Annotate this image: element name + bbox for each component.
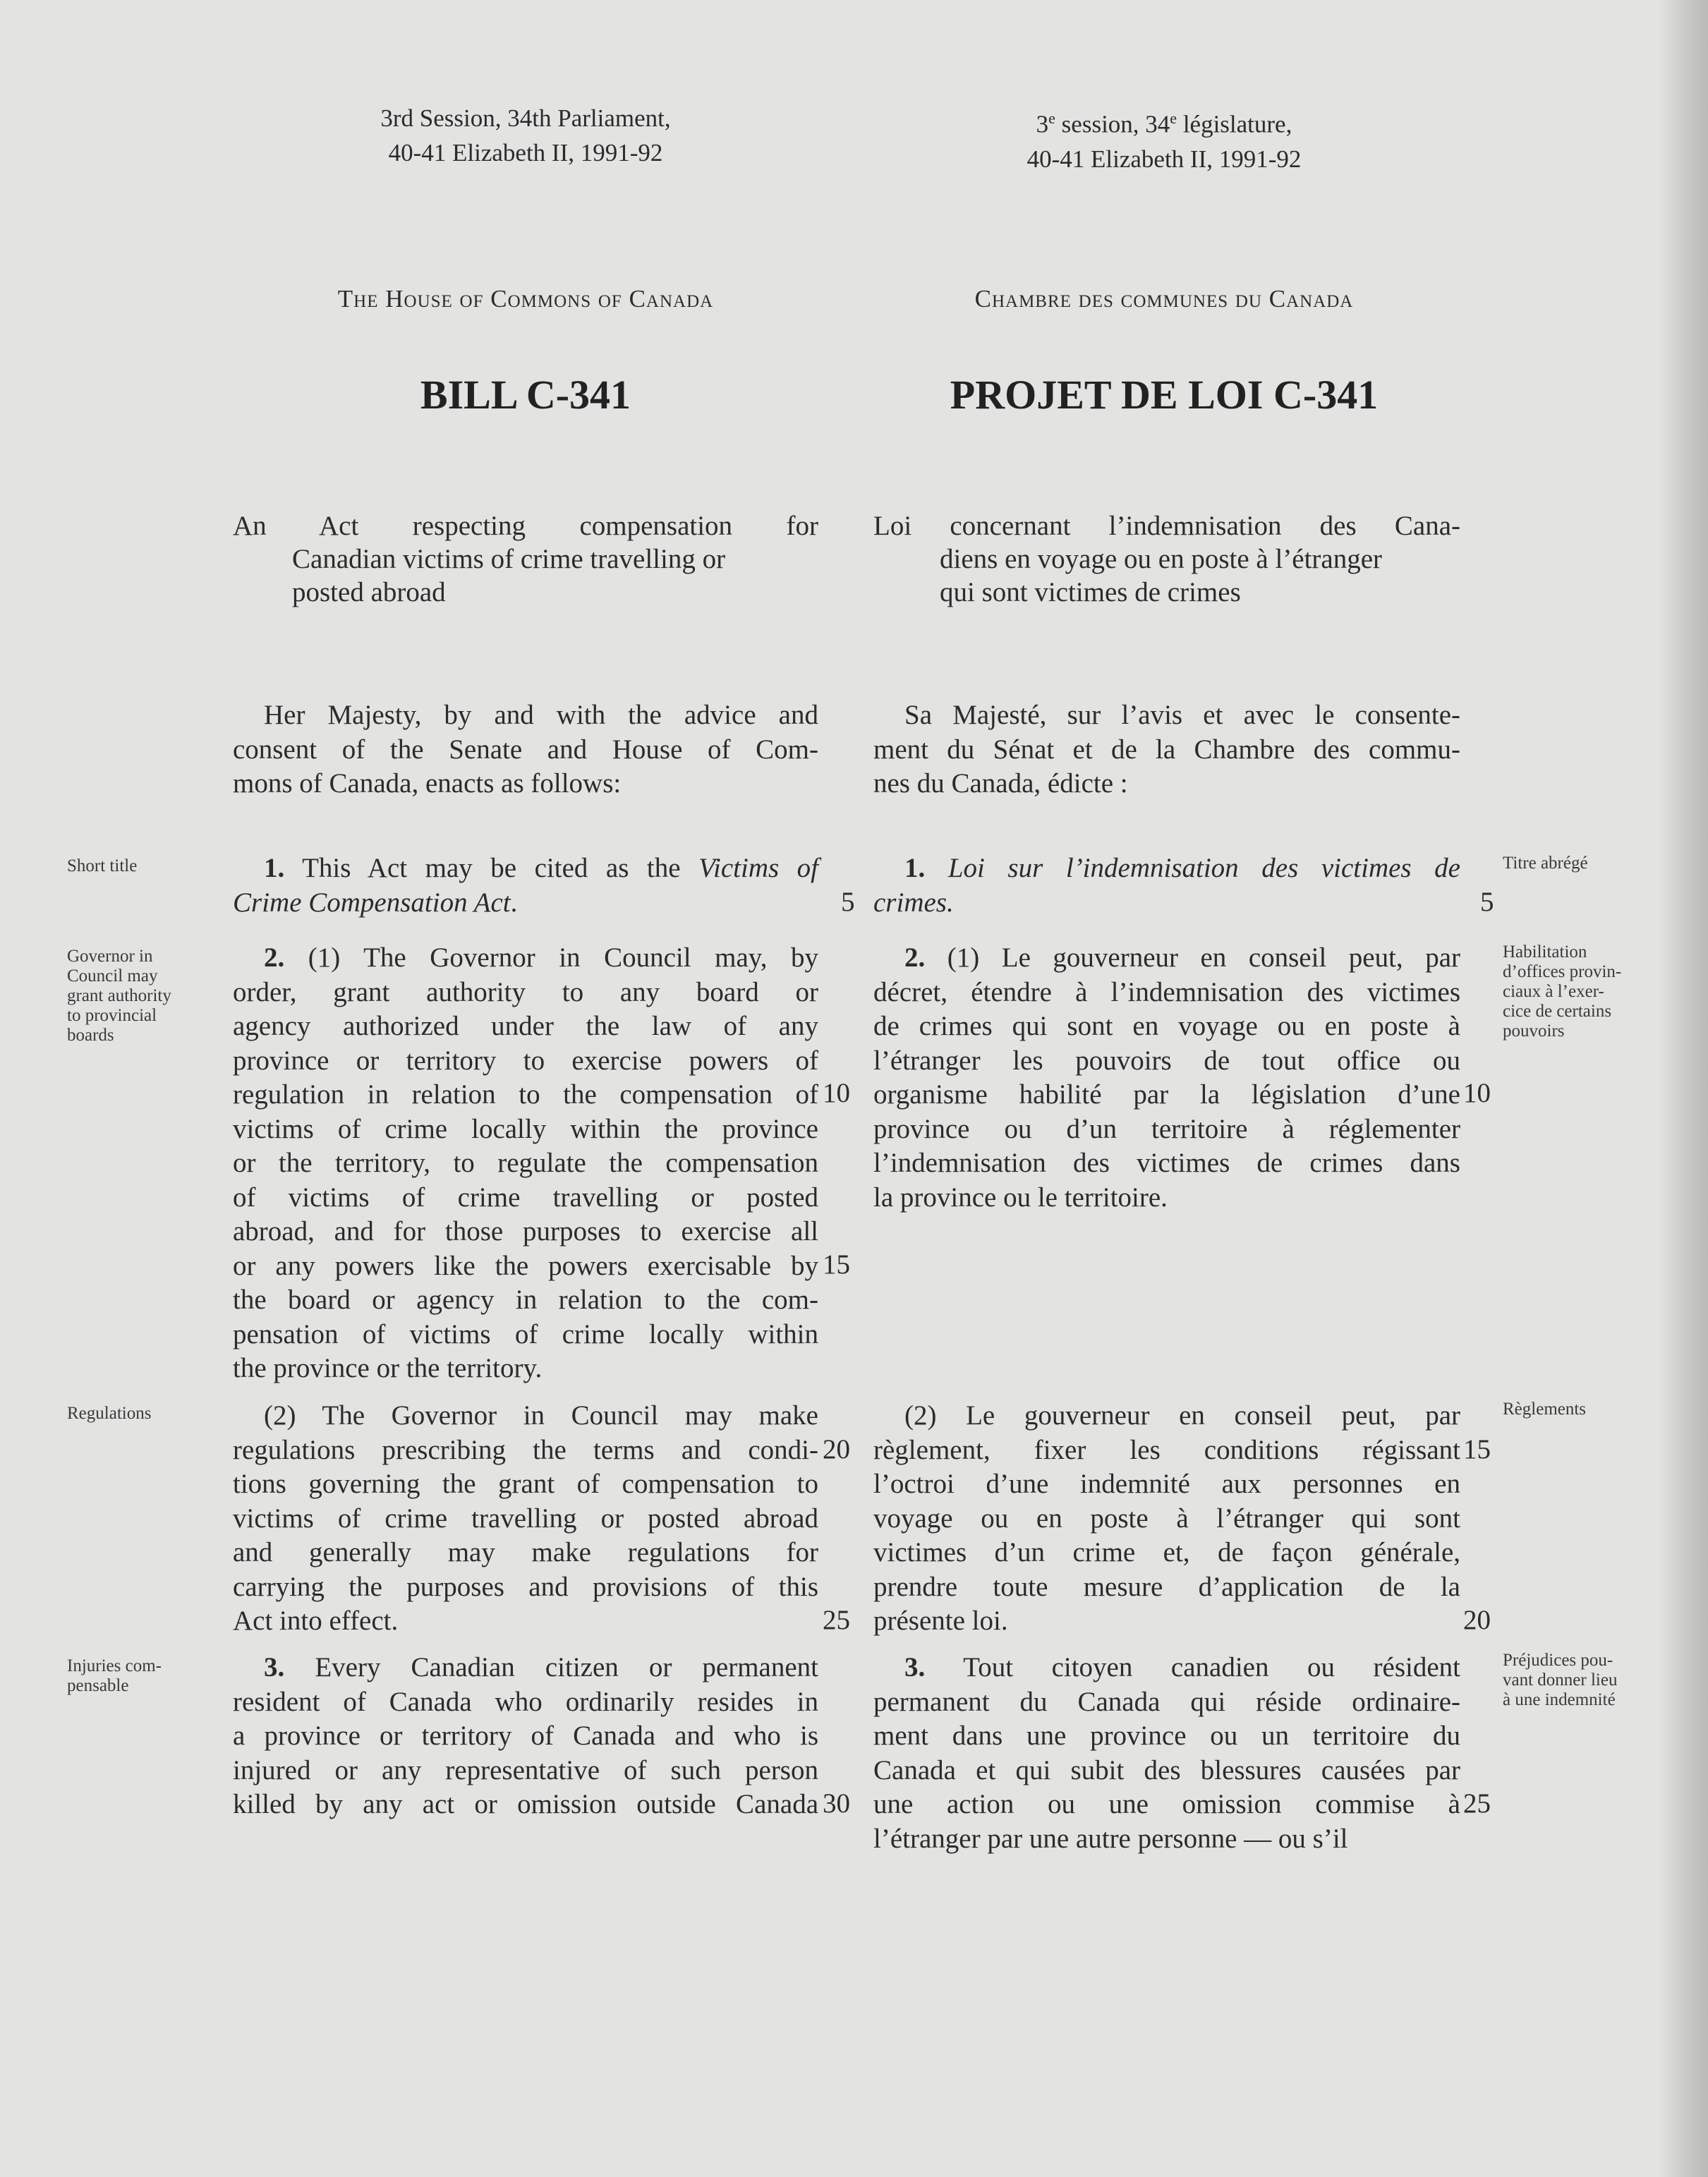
fr-line-number-15: 15 xyxy=(1463,1434,1491,1465)
en-line-number-15: 15 xyxy=(823,1249,850,1280)
page-edge-shadow xyxy=(1659,0,1708,2177)
margin-note-prejudices: Préjudices pou- vant donner lieu à une indemnité xyxy=(1503,1651,1618,1709)
fr-line-number-25: 25 xyxy=(1463,1788,1491,1819)
fr-bill-number: PROJET DE LOI C-341 xyxy=(950,372,1379,418)
fr-line-number-10: 10 xyxy=(1463,1078,1491,1108)
en-section-2-1: 2. (1) The Governor in Council may, by order, grant authority to any board or agency authorized under the law of any province or territory to exercise powers of regulation in relation to the compensation of victims of crime locally within the province or the territory, to regulate the compensation of victims of crime travelling or posted abroad, and for those purposes to exercise all or any powers like the powers exercisable by the board or agency in relation to the com- pensation of victims of crime locally within the province or the territory. xyxy=(233,942,818,1383)
en-line-number-10: 10 xyxy=(823,1078,850,1108)
en-section-2-2: (2) The Governor in Council may make regulations prescribing the terms and condi- tions governing the grant of compensation to victims of crime travelling or posted abroad and generally may make regulations for carrying the purposes and provisions of this Act into effect. xyxy=(233,1400,818,1636)
margin-note-governor: Governor in Council may grant authority to provincial boards xyxy=(67,947,171,1045)
en-line-number-5: 5 xyxy=(841,887,855,917)
margin-note-short-title: Short title xyxy=(67,856,138,875)
en-session-header: 3rd Session, 34th Parliament, 40-41 Elizabeth II, 1991-92 xyxy=(380,104,671,166)
en-enacting-clause: Her Majesty, by and with the advice and consent of the Senate and House of Com- mons of Canada, enacts as follows: xyxy=(233,700,818,799)
margin-note-titre-abrege: Titre abrégé xyxy=(1503,854,1588,873)
fr-enacting-clause: Sa Majesté, sur l’avis et avec le consente- ment du Sénat et de la Chambre des commu- nes du Canada, édicte : xyxy=(873,700,1460,799)
en-long-title: An Act respecting compensation for Canadian victims of crime travelling or posted abroad xyxy=(233,511,818,607)
fr-long-title: Loi concernant l’indemnisation des Cana- diens en voyage ou en poste à l’étranger qui sont victimes de crimes xyxy=(873,511,1460,607)
fr-session-header: 3e session, 34e législature, 40-41 Elizabeth II, 1991-92 xyxy=(868,101,1460,176)
margin-note-reglements: Règlements xyxy=(1503,1400,1587,1419)
margin-note-habilitation: Habilitation d’offices provin- ciaux à l’exer- cice de certains pouvoirs xyxy=(1503,942,1622,1041)
en-line-number-30: 30 xyxy=(823,1788,850,1819)
en-line-number-20: 20 xyxy=(823,1434,850,1465)
fr-session-line-1: 3e session, 34e législature, xyxy=(1036,109,1292,138)
en-line-number-25: 25 xyxy=(823,1605,850,1635)
margin-note-regulations: Regulations xyxy=(67,1404,152,1423)
fr-section-2-2: (2) Le gouverneur en conseil peut, par règlement, fixer les conditions régissant l’octroi d’une indemnité aux personnes en voyage ou en poste à l’étranger qui sont victimes d’un crime et, de façon générale, prendre toute mesure d’application de la présente loi. xyxy=(873,1400,1460,1636)
fr-section-2-1: 2. (1) Le gouverneur en conseil peut, par décret, étendre à l’indemnisation des victimes de crimes qui sont en voyage ou en poste à l’étranger les pouvoirs de tout office ou organisme habilité par la législation d’une province ou d’un territoire à réglementer l’indemnisation des victimes de crimes dans la province ou le territoire. xyxy=(873,942,1460,1213)
en-bill-number: BILL C-341 xyxy=(420,372,631,418)
en-house-title: The House of Commons of Canada xyxy=(337,285,714,313)
fr-house-title: Chambre des communes du Canada xyxy=(974,285,1354,313)
fr-section-1: 1. Loi sur l’indemnisation des victimes de crimes. xyxy=(873,853,1460,918)
en-section-3: 3. Every Canadian citizen or permanent resident of Canada who ordinarily resides in a province or territory of Canada and who is injured or any representative of such person killed by any act or omission outside Canada xyxy=(233,1652,819,1819)
en-section-1: 1. This Act may be cited as the Victims of Crime Compensation Act. xyxy=(233,853,819,918)
fr-line-number-5: 5 xyxy=(1480,887,1494,917)
margin-note-injuries: Injuries com- pensable xyxy=(67,1656,162,1695)
fr-section-3: 3. Tout citoyen canadien ou résident permanent du Canada qui réside ordinaire- ment dans une province ou un territoire du Canada et qui subit des blessures causées par une action ou une omission commise à l’étranger par une autre personne — ou s’il xyxy=(873,1652,1461,1854)
fr-line-number-20: 20 xyxy=(1463,1605,1491,1635)
